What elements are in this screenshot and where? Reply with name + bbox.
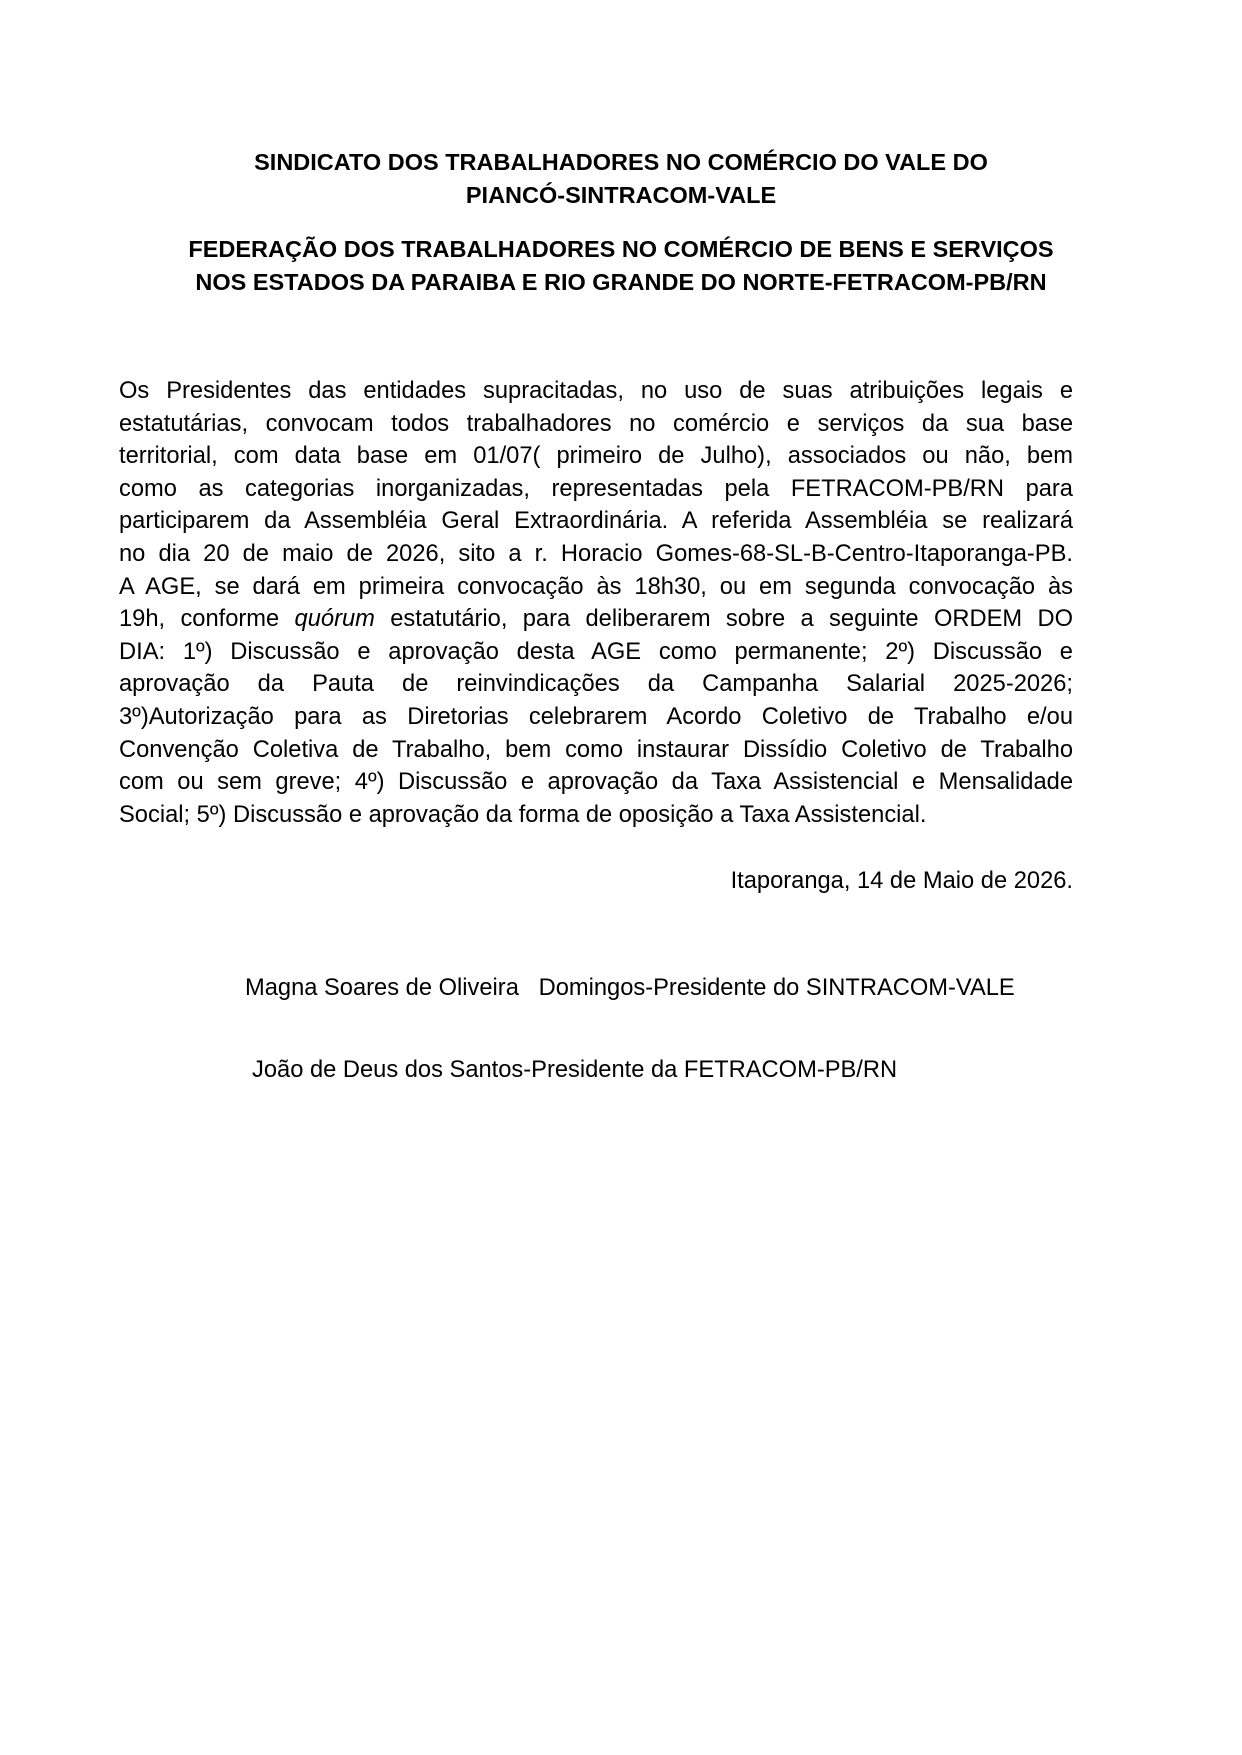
body-text-fragment: 19h, conforme [119,606,295,633]
body-line: no dia 20 de maio de 2026, sito a r. Horacio Gomes-68-SL-B-Centro-Itaporanga-PB. [119,540,1073,567]
signature-sintracom-president: Magna Soares de Oliveira Domingos-Presidente do SINTRACOM-VALE [245,975,1015,1001]
union-title-line-2: PIANCÓ-SINTRACOM-VALE [465,182,777,208]
federation-title [120,233,1122,299]
union-title [120,146,1122,212]
body-line: estatutárias, convocam todos trabalhadores no comércio e serviços da sua base [119,410,1073,437]
body-line: DIA: 1º) Discussão e aprovação desta AGE como permanente; 2º) Discussão e [119,638,1073,665]
body-line: com ou sem greve; 4º) Discussão e aprovação da Taxa Assistencial e Mensalidade [119,769,1073,796]
federation-title-line-2: NOS ESTADOS DA PARAIBA E RIO GRANDE DO NORTE-FETRACOM-PB/RN [195,269,1047,295]
body-text-fragment: estatutário, para deliberarem sobre a seguinte ORDEM DO [374,606,1073,633]
body-line: Os Presidentes das entidades supracitadas, no uso de suas atribuições legais e [119,378,1073,404]
signature-fetracom-president: João de Deus dos Santos-Presidente da FETRACOM-PB/RN [252,1057,898,1083]
federation-title-line-1: FEDERAÇÃO DOS TRABALHADORES NO COMÉRCIO DE BENS E SERVIÇOS [188,236,1054,262]
union-title-line-1: SINDICATO DOS TRABALHADORES NO COMÉRCIO DO VALE DO [254,149,988,175]
date-location: Itaporanga, 14 de Maio de 2026. [730,868,1073,894]
body-line: territorial, com data base em 01/07( primeiro de Julho), associados ou não, bem [119,443,1073,470]
body-line: Convenção Coletiva de Trabalho, bem como instaurar Dissídio Coletivo de Trabalho [119,736,1073,763]
body-line: aprovação da Pauta de reinvindicações da Campanha Salarial 2025-2026; [119,671,1073,698]
body-line: 3º)Autorização para as Diretorias celebrarem Acordo Coletivo de Trabalho e/ou [119,703,1073,730]
body-line: A AGE, se dará em primeira convocação às 18h30, ou em segunda convocação às [119,573,1073,600]
body-line: participarem da Assembléia Geral Extraordinária. A referida Assembléia se realizará [119,508,1073,535]
body-line: Social; 5º) Discussão e aprovação da forma de oposição a Taxa Assistencial. [119,801,927,828]
quorum-italic: quórum [294,606,375,633]
convocation-body [119,375,1073,831]
body-line-quorum [119,603,1073,636]
body-line: como as categorias inorganizadas, representadas pela FETRACOM-PB/RN para [119,475,1073,502]
